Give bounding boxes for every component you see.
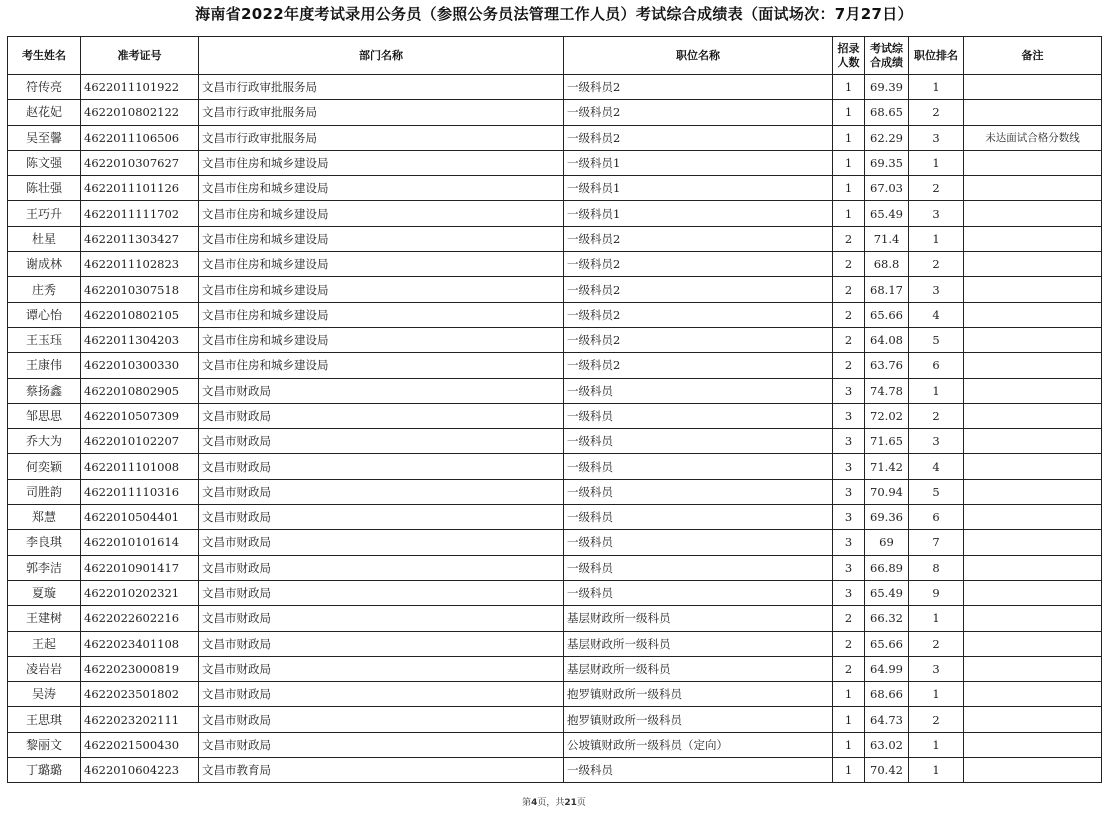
cell-name: 郭李洁 [8, 555, 81, 580]
page-footer [0, 797, 1108, 809]
table-row [8, 454, 1102, 479]
table-row [8, 302, 1102, 327]
cell-note [964, 606, 1102, 631]
cell-position: 基层财政所一级科员 [564, 656, 833, 681]
cell-dept: 文昌市行政审批服务局 [199, 75, 564, 100]
cell-position: 一级科员1 [564, 176, 833, 201]
cell-name: 王思琪 [8, 707, 81, 732]
cell-quota: 1 [833, 201, 865, 226]
cell-rank: 4 [909, 302, 964, 327]
cell-score: 69.36 [865, 505, 909, 530]
cell-exam-id: 4622011110316 [81, 479, 199, 504]
cell-note [964, 378, 1102, 403]
cell-note [964, 555, 1102, 580]
cell-note [964, 100, 1102, 125]
cell-score: 69 [865, 530, 909, 555]
footer-suffix: 页 [576, 798, 586, 808]
cell-position: 一级科员1 [564, 150, 833, 175]
cell-rank: 3 [909, 656, 964, 681]
cell-dept: 文昌市教育局 [199, 758, 564, 783]
cell-position: 一级科员2 [564, 252, 833, 277]
cell-position: 一级科员 [564, 555, 833, 580]
table-row [8, 125, 1102, 150]
cell-name: 蔡扬鑫 [8, 378, 81, 403]
cell-note [964, 302, 1102, 327]
cell-exam-id: 4622011304203 [81, 327, 199, 352]
cell-exam-id: 4622022602216 [81, 606, 199, 631]
cell-position: 一级科员 [564, 429, 833, 454]
table-body [8, 75, 1102, 783]
cell-score: 68.17 [865, 277, 909, 302]
cell-exam-id: 4622011106506 [81, 125, 199, 150]
cell-note [964, 656, 1102, 681]
cell-score: 74.78 [865, 378, 909, 403]
cell-note [964, 631, 1102, 656]
cell-dept: 文昌市财政局 [199, 505, 564, 530]
cell-exam-id: 4622010507309 [81, 403, 199, 428]
cell-dept: 文昌市住房和城乡建设局 [199, 302, 564, 327]
cell-quota: 3 [833, 555, 865, 580]
cell-exam-id: 4622010901417 [81, 555, 199, 580]
cell-name: 何奕颖 [8, 454, 81, 479]
cell-rank: 1 [909, 226, 964, 251]
cell-score: 70.42 [865, 758, 909, 783]
cell-score: 66.32 [865, 606, 909, 631]
cell-rank: 2 [909, 252, 964, 277]
cell-quota: 1 [833, 707, 865, 732]
table-row [8, 631, 1102, 656]
cell-position: 一级科员2 [564, 100, 833, 125]
table-row [8, 327, 1102, 352]
cell-note [964, 580, 1102, 605]
cell-position: 一级科员 [564, 479, 833, 504]
header-score: 考试综合成绩 [865, 37, 909, 75]
cell-position: 抱罗镇财政所一级科员 [564, 707, 833, 732]
cell-note [964, 732, 1102, 757]
cell-dept: 文昌市住房和城乡建设局 [199, 277, 564, 302]
cell-exam-id: 4622011111702 [81, 201, 199, 226]
cell-dept: 文昌市财政局 [199, 479, 564, 504]
cell-dept: 文昌市财政局 [199, 732, 564, 757]
table-header-row [8, 37, 1102, 75]
cell-name: 王玉珏 [8, 327, 81, 352]
cell-note [964, 201, 1102, 226]
cell-name: 郑慧 [8, 505, 81, 530]
table-row [8, 758, 1102, 783]
cell-exam-id: 4622011102823 [81, 252, 199, 277]
cell-exam-id: 4622011101126 [81, 176, 199, 201]
cell-exam-id: 4622023000819 [81, 656, 199, 681]
cell-quota: 2 [833, 606, 865, 631]
cell-position: 基层财政所一级科员 [564, 606, 833, 631]
cell-rank: 3 [909, 201, 964, 226]
cell-score: 65.49 [865, 201, 909, 226]
cell-name: 司胜韵 [8, 479, 81, 504]
table-row [8, 732, 1102, 757]
cell-position: 一级科员 [564, 454, 833, 479]
cell-quota: 1 [833, 125, 865, 150]
cell-quota: 1 [833, 682, 865, 707]
cell-score: 72.02 [865, 403, 909, 428]
cell-name: 谢成林 [8, 252, 81, 277]
cell-score: 70.94 [865, 479, 909, 504]
cell-rank: 9 [909, 580, 964, 605]
cell-score: 71.4 [865, 226, 909, 251]
cell-quota: 3 [833, 530, 865, 555]
table-row [8, 201, 1102, 226]
cell-score: 65.66 [865, 302, 909, 327]
cell-exam-id: 4622010504401 [81, 505, 199, 530]
cell-dept: 文昌市住房和城乡建设局 [199, 176, 564, 201]
cell-dept: 文昌市财政局 [199, 429, 564, 454]
cell-exam-id: 4622010802122 [81, 100, 199, 125]
cell-position: 一级科员2 [564, 125, 833, 150]
cell-score: 65.49 [865, 580, 909, 605]
cell-rank: 7 [909, 530, 964, 555]
cell-dept: 文昌市财政局 [199, 682, 564, 707]
table-row [8, 277, 1102, 302]
cell-rank: 3 [909, 125, 964, 150]
cell-quota: 3 [833, 479, 865, 504]
cell-name: 李良琪 [8, 530, 81, 555]
cell-note [964, 530, 1102, 555]
cell-name: 王建树 [8, 606, 81, 631]
cell-rank: 4 [909, 454, 964, 479]
cell-position: 抱罗镇财政所一级科员 [564, 682, 833, 707]
header-dept: 部门名称 [199, 37, 564, 75]
cell-rank: 3 [909, 277, 964, 302]
cell-rank: 1 [909, 682, 964, 707]
cell-quota: 2 [833, 327, 865, 352]
cell-dept: 文昌市住房和城乡建设局 [199, 201, 564, 226]
cell-name: 陈文强 [8, 150, 81, 175]
cell-position: 一级科员2 [564, 226, 833, 251]
cell-score: 64.73 [865, 707, 909, 732]
cell-dept: 文昌市财政局 [199, 555, 564, 580]
cell-score: 63.76 [865, 353, 909, 378]
header-name: 考生姓名 [8, 37, 81, 75]
cell-note [964, 75, 1102, 100]
cell-score: 65.66 [865, 631, 909, 656]
cell-position: 基层财政所一级科员 [564, 631, 833, 656]
cell-note [964, 682, 1102, 707]
cell-rank: 2 [909, 631, 964, 656]
cell-quota: 1 [833, 75, 865, 100]
cell-dept: 文昌市住房和城乡建设局 [199, 150, 564, 175]
cell-exam-id: 4622010604223 [81, 758, 199, 783]
cell-note [964, 707, 1102, 732]
footer-middle: 页，共 [537, 798, 565, 808]
cell-score: 64.08 [865, 327, 909, 352]
cell-quota: 2 [833, 302, 865, 327]
cell-name: 王巧升 [8, 201, 81, 226]
table-row [8, 682, 1102, 707]
cell-dept: 文昌市财政局 [199, 378, 564, 403]
cell-rank: 1 [909, 75, 964, 100]
table-row [8, 75, 1102, 100]
cell-position: 一级科员 [564, 403, 833, 428]
cell-quota: 2 [833, 656, 865, 681]
table-row [8, 378, 1102, 403]
cell-dept: 文昌市财政局 [199, 580, 564, 605]
cell-rank: 1 [909, 378, 964, 403]
cell-score: 68.66 [865, 682, 909, 707]
table-row [8, 176, 1102, 201]
cell-dept: 文昌市住房和城乡建设局 [199, 226, 564, 251]
cell-dept: 文昌市财政局 [199, 454, 564, 479]
cell-position: 一级科员 [564, 505, 833, 530]
cell-rank: 6 [909, 505, 964, 530]
cell-exam-id: 4622011101922 [81, 75, 199, 100]
cell-score: 62.29 [865, 125, 909, 150]
table-row [8, 100, 1102, 125]
cell-score: 71.42 [865, 454, 909, 479]
cell-position: 一级科员1 [564, 201, 833, 226]
cell-score: 68.65 [865, 100, 909, 125]
cell-name: 邹思思 [8, 403, 81, 428]
cell-quota: 2 [833, 277, 865, 302]
cell-name: 庄秀 [8, 277, 81, 302]
cell-exam-id: 4622011303427 [81, 226, 199, 251]
table-row [8, 530, 1102, 555]
cell-note [964, 150, 1102, 175]
cell-note [964, 353, 1102, 378]
table-row [8, 403, 1102, 428]
cell-rank: 1 [909, 732, 964, 757]
cell-name: 吴至馨 [8, 125, 81, 150]
cell-rank: 2 [909, 403, 964, 428]
cell-quota: 3 [833, 580, 865, 605]
cell-quota: 1 [833, 150, 865, 175]
cell-note [964, 176, 1102, 201]
cell-name: 谭心怡 [8, 302, 81, 327]
footer-page-number: 4 [531, 798, 538, 808]
table-row [8, 606, 1102, 631]
cell-dept: 文昌市财政局 [199, 656, 564, 681]
table-row [8, 226, 1102, 251]
cell-position: 一级科员2 [564, 327, 833, 352]
header-exam-id: 准考证号 [81, 37, 199, 75]
cell-position: 一级科员2 [564, 277, 833, 302]
cell-note: 未达面试合格分数线 [964, 125, 1102, 150]
table-row [8, 353, 1102, 378]
cell-dept: 文昌市行政审批服务局 [199, 100, 564, 125]
cell-name: 王起 [8, 631, 81, 656]
cell-exam-id: 4622010102207 [81, 429, 199, 454]
cell-note [964, 403, 1102, 428]
cell-quota: 3 [833, 403, 865, 428]
cell-quota: 1 [833, 176, 865, 201]
cell-exam-id: 4622010101614 [81, 530, 199, 555]
cell-rank: 5 [909, 327, 964, 352]
cell-dept: 文昌市财政局 [199, 631, 564, 656]
cell-quota: 3 [833, 505, 865, 530]
cell-rank: 2 [909, 176, 964, 201]
cell-rank: 1 [909, 758, 964, 783]
cell-score: 64.99 [865, 656, 909, 681]
cell-score: 66.89 [865, 555, 909, 580]
header-note: 备注 [964, 37, 1102, 75]
table-row [8, 580, 1102, 605]
cell-name: 杜星 [8, 226, 81, 251]
cell-rank: 3 [909, 429, 964, 454]
cell-name: 乔大为 [8, 429, 81, 454]
cell-dept: 文昌市住房和城乡建设局 [199, 353, 564, 378]
cell-exam-id: 4622010300330 [81, 353, 199, 378]
cell-score: 69.35 [865, 150, 909, 175]
cell-quota: 1 [833, 732, 865, 757]
table-row [8, 505, 1102, 530]
cell-dept: 文昌市住房和城乡建设局 [199, 327, 564, 352]
cell-rank: 1 [909, 150, 964, 175]
cell-note [964, 226, 1102, 251]
header-quota: 招录人数 [833, 37, 865, 75]
footer-total-pages: 21 [564, 798, 577, 808]
footer-prefix: 第 [522, 798, 532, 808]
cell-position: 一级科员2 [564, 353, 833, 378]
cell-quota: 2 [833, 226, 865, 251]
cell-score: 71.65 [865, 429, 909, 454]
cell-exam-id: 4622010802105 [81, 302, 199, 327]
cell-dept: 文昌市财政局 [199, 707, 564, 732]
cell-name: 吴涛 [8, 682, 81, 707]
cell-position: 一级科员 [564, 580, 833, 605]
cell-exam-id: 4622021500430 [81, 732, 199, 757]
cell-position: 一级科员 [564, 378, 833, 403]
table-row [8, 150, 1102, 175]
cell-quota: 2 [833, 353, 865, 378]
cell-note [964, 454, 1102, 479]
table-row [8, 252, 1102, 277]
score-table [7, 36, 1102, 783]
cell-position: 一级科员2 [564, 302, 833, 327]
cell-quota: 3 [833, 429, 865, 454]
cell-exam-id: 4622010307627 [81, 150, 199, 175]
cell-dept: 文昌市财政局 [199, 530, 564, 555]
cell-note [964, 758, 1102, 783]
cell-exam-id: 4622010802905 [81, 378, 199, 403]
cell-rank: 1 [909, 606, 964, 631]
cell-note [964, 429, 1102, 454]
cell-dept: 文昌市财政局 [199, 606, 564, 631]
cell-rank: 6 [909, 353, 964, 378]
cell-quota: 3 [833, 454, 865, 479]
cell-name: 凌岩岩 [8, 656, 81, 681]
cell-rank: 5 [909, 479, 964, 504]
cell-rank: 2 [909, 707, 964, 732]
cell-exam-id: 4622023202111 [81, 707, 199, 732]
cell-dept: 文昌市住房和城乡建设局 [199, 252, 564, 277]
cell-score: 68.8 [865, 252, 909, 277]
cell-exam-id: 4622010307518 [81, 277, 199, 302]
cell-position: 一级科员 [564, 530, 833, 555]
cell-exam-id: 4622023501802 [81, 682, 199, 707]
table-row [8, 707, 1102, 732]
cell-name: 赵花妃 [8, 100, 81, 125]
cell-name: 王康伟 [8, 353, 81, 378]
cell-dept: 文昌市行政审批服务局 [199, 125, 564, 150]
cell-exam-id: 4622010202321 [81, 580, 199, 605]
table-row [8, 479, 1102, 504]
cell-position: 公坡镇财政所一级科员（定向） [564, 732, 833, 757]
cell-name: 符传亮 [8, 75, 81, 100]
cell-quota: 2 [833, 631, 865, 656]
header-rank: 职位排名 [909, 37, 964, 75]
cell-note [964, 252, 1102, 277]
cell-name: 陈壮强 [8, 176, 81, 201]
cell-note [964, 327, 1102, 352]
cell-note [964, 277, 1102, 302]
cell-quota: 3 [833, 378, 865, 403]
table-row [8, 555, 1102, 580]
cell-name: 夏璇 [8, 580, 81, 605]
cell-score: 69.39 [865, 75, 909, 100]
cell-position: 一级科员2 [564, 75, 833, 100]
cell-rank: 2 [909, 100, 964, 125]
header-position: 职位名称 [564, 37, 833, 75]
cell-quota: 1 [833, 100, 865, 125]
cell-name: 丁璐璐 [8, 758, 81, 783]
cell-name: 黎丽文 [8, 732, 81, 757]
table-row [8, 656, 1102, 681]
table-row [8, 429, 1102, 454]
cell-quota: 2 [833, 252, 865, 277]
cell-score: 63.02 [865, 732, 909, 757]
cell-exam-id: 4622011101008 [81, 454, 199, 479]
cell-note [964, 505, 1102, 530]
cell-dept: 文昌市财政局 [199, 403, 564, 428]
cell-quota: 1 [833, 758, 865, 783]
cell-rank: 8 [909, 555, 964, 580]
cell-exam-id: 4622023401108 [81, 631, 199, 656]
cell-score: 67.03 [865, 176, 909, 201]
cell-note [964, 479, 1102, 504]
cell-position: 一级科员 [564, 758, 833, 783]
page-title: 海南省2022年度考试录用公务员（参照公务员法管理工作人员）考试综合成绩表（面试场次：7月27日） [195, 5, 913, 23]
